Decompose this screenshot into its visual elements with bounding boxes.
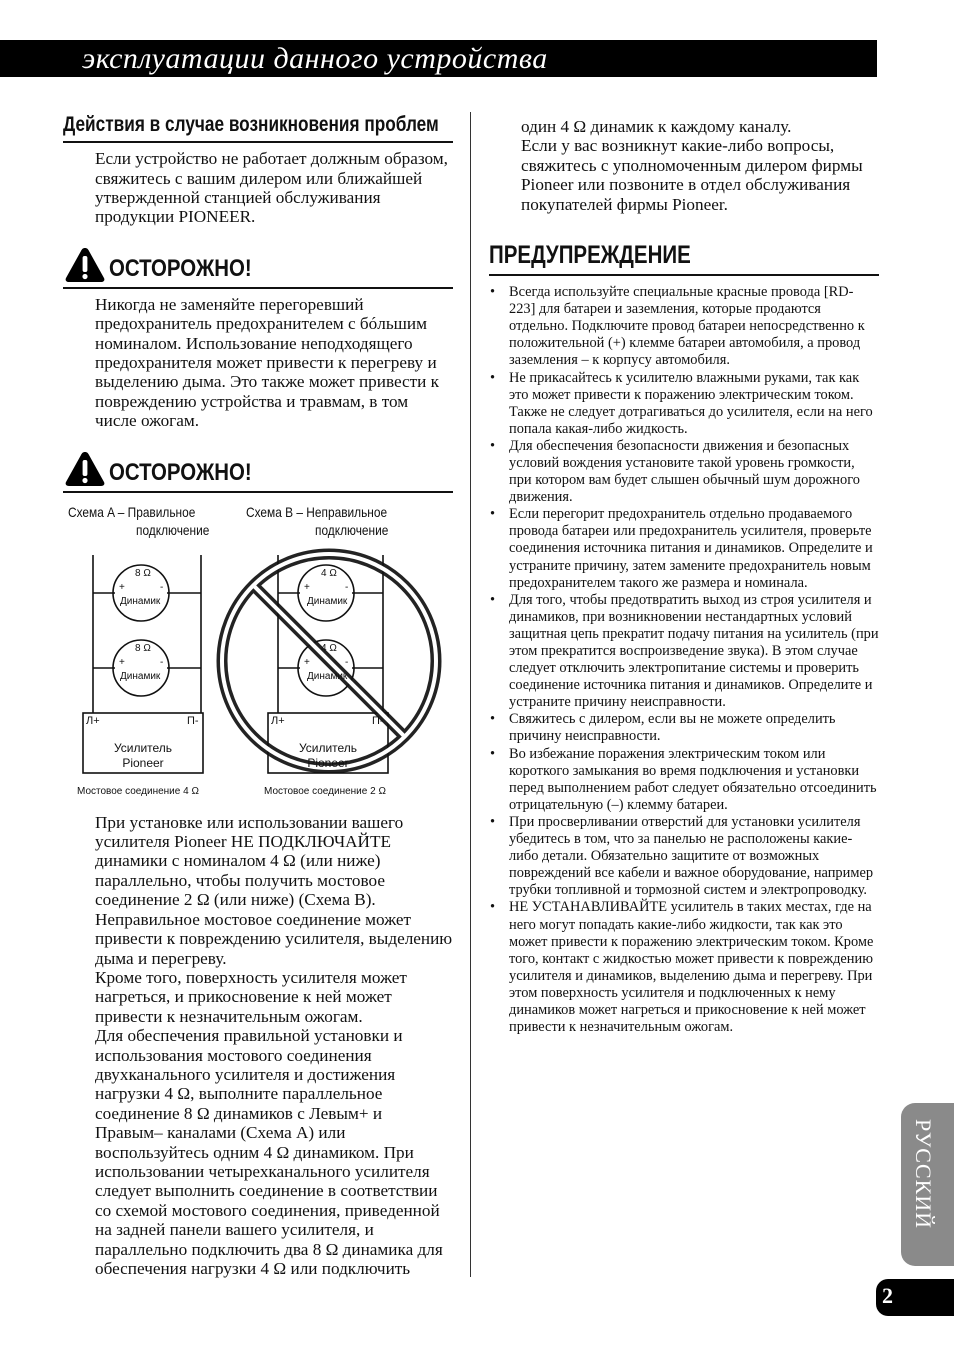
list-item: • Во избежание поражения электрическим током или короткого замыкания во время подключения и установки перед выполнением работ следует обязательно отсоединить отрицательную (–) клемму батареи. bbox=[489, 746, 879, 814]
a-top-speaker: Динамик bbox=[120, 595, 161, 607]
bridge-paragraph-1: При установке или использовании вашего усилителя Pioneer НЕ ПОДКЛЮЧАЙТЕ динамики с номиналом 4 Ω (или ниже) параллельно, чтобы получить мостовое соединение 2 Ω (или ниже) (Схема B). Неправильное мостовое соединение может привести к повреждению усилителя, выделению дыма и перегреву. bbox=[95, 812, 453, 968]
caution-heading-1 bbox=[63, 247, 453, 283]
diagram-b-title-1: Схема B – Неправильное bbox=[246, 503, 388, 520]
warning-list bbox=[489, 284, 879, 1036]
left-column bbox=[63, 112, 453, 1278]
wiring-diagram bbox=[63, 503, 453, 803]
a-amp-right: П- bbox=[187, 714, 199, 727]
a-bottom-plus: + bbox=[119, 656, 125, 668]
caution-label-1: ОСТОРОЖНО! bbox=[109, 254, 252, 282]
caution-text-1: Никогда не заменяйте перегоревший предохранитель предохранителем с бóльшим номиналом. Использование неподходящего предохранителя может привести к перегреву и выделению дыма. Это также может привести к повреждению устройства и травмам, в том числе ожогам. bbox=[95, 294, 440, 431]
language-label: РУССКИЙ bbox=[911, 1119, 936, 1230]
a-bottom-minus: - bbox=[160, 656, 164, 668]
page-number: 2 bbox=[882, 1283, 893, 1308]
b-top-speaker: Динамик bbox=[307, 595, 348, 607]
b-top-ohm: 4 Ω bbox=[321, 567, 337, 579]
caution-rule-2 bbox=[63, 491, 453, 493]
b-amp-right: П- bbox=[372, 714, 384, 727]
troubleshoot-text: Если устройство не работает должным образом, свяжитесь с вашим дилером или ближайшей утвержденной станцией обслуживания продукции PIONEER. bbox=[95, 149, 448, 227]
list-item: • При просверливании отверстий для установки усилителя убедитесь в том, что за панелью не расположены какие-либо детали. Обязательно защитите от возможных повреждений все кабели и важное оборудование, например трубки топливной и тормозной систем и электропроводку. bbox=[489, 814, 879, 899]
bridge-paragraph-3: Для обеспечения правильной установки и использования мостового соединения двухканального усилителя и достижения нагрузки 4 Ω, выполните параллельное соединение 8 Ω динамиков с Левым+ и Правым– каналами (Схема A) или воспользуйтесь одним 4 Ω динамиком. При использовании четырехканального усилителя следует выполнить соединение в соответствии со схемой мостового соединения, приведенной на задней панели вашего усилителя, и параллельно подключить два 8 Ω динамика для обеспечения нагрузки 4 Ω или подключить bbox=[95, 1026, 443, 1278]
b-caption: Мостовое соединение 2 Ω bbox=[264, 785, 386, 797]
warning-heading: ПРЕДУПРЕЖДЕНИЕ bbox=[489, 241, 691, 270]
caution-rule-1 bbox=[63, 287, 453, 289]
warning-rule bbox=[489, 274, 879, 276]
a-bottom-speaker: Динамик bbox=[120, 670, 161, 682]
list-item: • Всегда используйте специальные красные провода [RD-223] для батареи и заземления, которые продаются отдельно. Подключите провод батареи непосредственно к положительной (+) клемме батареи автомобиля, а провод заземления – к корпусу автомобиля. bbox=[489, 284, 879, 369]
diagram-b-title-2: подключение bbox=[315, 521, 389, 538]
warning-triangle-icon bbox=[65, 451, 105, 487]
caution-heading-2 bbox=[63, 451, 453, 487]
b-top-plus: + bbox=[304, 581, 310, 593]
list-item: • Для обеспечения безопасности движения и безопасных условий вождения установите такой уровень громкости, при котором вам будет слышен обычный шум дорожного движения. bbox=[489, 438, 879, 506]
heading-rule bbox=[63, 141, 453, 143]
list-item: • Не прикасайтесь к усилителю влажными руками, так как это может привести к поражению электрическим током. Также не следует дотрагиваться до усилителя, если на него попала какая-либо жидкость. bbox=[489, 370, 879, 438]
bridge-paragraph-2: Кроме того, поверхность усилителя может нагреться, и прикосновение к ней может привести к незначительным ожогам. bbox=[95, 967, 407, 1026]
language-tab bbox=[901, 1103, 954, 1266]
continued-paragraph-2: Если у вас возникнут какие-либо вопросы, свяжитесь с уполномоченным дилером фирмы Pioneer или позвоните в отдел обслуживания покупателей фирмы Pioneer. bbox=[521, 136, 863, 214]
bridge-text bbox=[63, 813, 453, 1279]
b-bottom-plus: + bbox=[304, 656, 310, 668]
b-amp-name: Усилитель Pioneer bbox=[298, 740, 358, 770]
diagram-a-title-1: Схема A – Правильное bbox=[68, 503, 196, 520]
continued-text bbox=[489, 117, 879, 214]
b-bottom-minus: - bbox=[345, 656, 349, 668]
b-top-minus: - bbox=[345, 581, 349, 593]
header-title: эксплуатации данного устройства bbox=[82, 42, 548, 75]
troubleshoot-heading: Действия в случае возникновения проблем bbox=[63, 113, 439, 136]
list-item: • Свяжитесь с дилером, если вы не можете определить причину неисправности. bbox=[489, 711, 879, 745]
page-number-tab bbox=[876, 1279, 954, 1316]
list-item: • НЕ УСТАНАВЛИВАЙТЕ усилитель в таких местах, где на него могут попадать какие-либо жидкости, так как это может привести к поражению электрическим током. Кроме того, контакт с жидкостью может привести к повреждению усилителя и динамиков, выделению дыма и перегреву. При этом поверхность усилителя и подключенных к нему динамиков может нагреться и прикосновение к ней может привести к незначительным ожогам. bbox=[489, 899, 879, 1036]
list-item: • Для того, чтобы предотвратить выход из строя усилителя и динамиков, при возникновении нестандартных условий защитная цепь прекратит подачу питания на усилитель (при этом прекратится воспроизведение звука). В этом случае следует отключить электропитание системы и проверить соединение источника питания и динамиков. Определите и устраните причину неисправности. bbox=[489, 592, 879, 712]
column-divider bbox=[470, 112, 471, 1277]
warning-triangle-icon bbox=[65, 247, 105, 283]
a-top-ohm: 8 Ω bbox=[135, 567, 151, 579]
list-item: • Если перегорит предохранитель отдельно продаваемого провода батареи или предохранитель усилителя, проверьте соединения источника питания и динамиков. Определите и устраните причину, затем замените предохранитель новым предохранителем такого же размера и номинала. bbox=[489, 506, 879, 591]
a-amp-left: Л+ bbox=[86, 714, 100, 727]
a-top-minus: - bbox=[160, 581, 164, 593]
b-amp-left: Л+ bbox=[271, 714, 285, 727]
a-amp-name: Усилитель Pioneer bbox=[113, 740, 173, 770]
right-column bbox=[489, 112, 879, 1036]
a-caption: Мостовое соединение 4 Ω bbox=[77, 785, 199, 797]
caution-label-2: ОСТОРОЖНО! bbox=[109, 458, 252, 486]
header-bar bbox=[0, 40, 877, 77]
continued-paragraph-1: один 4 Ω динамик к каждому каналу. bbox=[521, 117, 792, 136]
b-bottom-ohm: 4 Ω bbox=[321, 642, 337, 654]
diagram-a-title-2: подключение bbox=[136, 521, 210, 538]
a-top-plus: + bbox=[119, 581, 125, 593]
b-bottom-speaker: Динамик bbox=[307, 670, 348, 682]
a-bottom-ohm: 8 Ω bbox=[135, 642, 151, 654]
